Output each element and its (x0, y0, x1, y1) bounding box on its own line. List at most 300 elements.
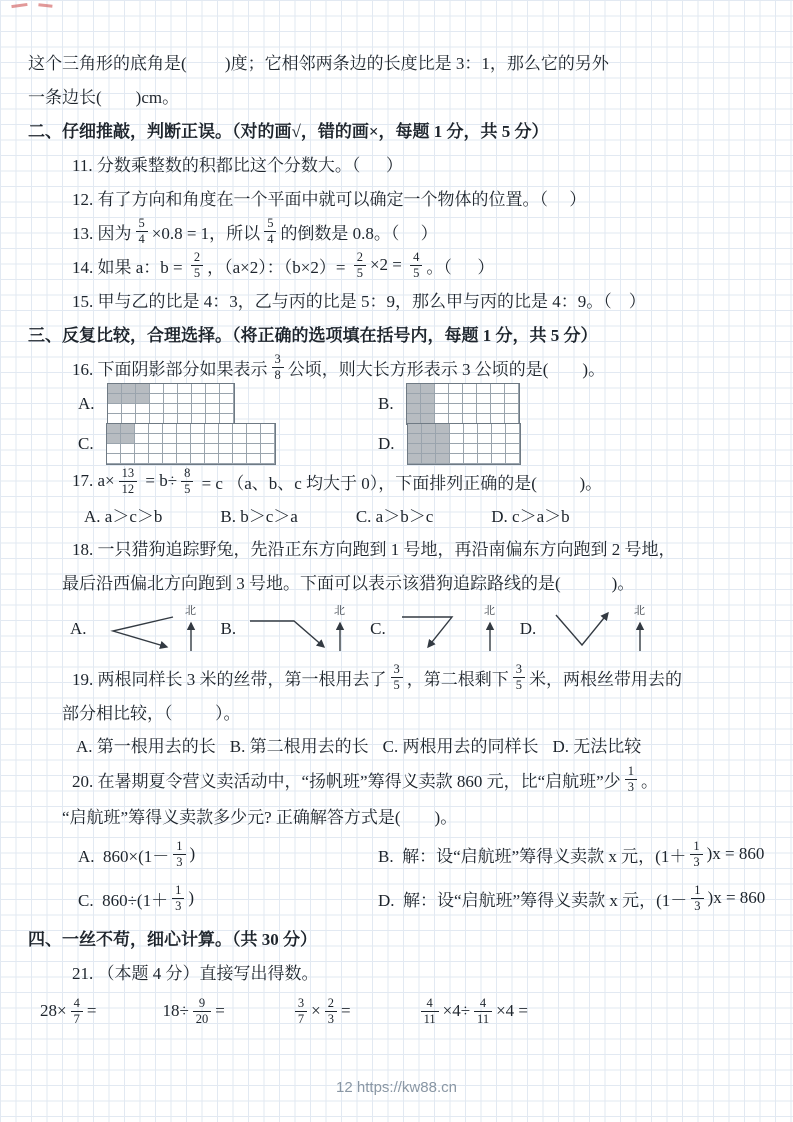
grid-cell (163, 454, 177, 464)
grid-cell (505, 384, 519, 394)
text-run: ×4÷ (442, 1001, 471, 1020)
grid-cell (450, 444, 464, 454)
grid-cell (206, 384, 220, 394)
question-15 (72, 282, 793, 316)
route-diagram-a (93, 601, 205, 657)
fraction (119, 466, 138, 497)
text-run: 16. 下面阴影部分如果表示 (72, 359, 268, 379)
text-run: ，（a×2）：（b×2）= (207, 257, 350, 277)
option-label-d: D. (378, 434, 395, 453)
grid-cell (247, 424, 261, 434)
text-run: = c （a、b、c 均大于 0），下面排列正确的是( )。 (197, 473, 603, 493)
text-run: 部分相比较，（ ）。 (62, 703, 241, 723)
grid-cell (421, 384, 435, 394)
text-run: 公顷，则大长方形表示 3 公顷的是( )。 (287, 359, 606, 379)
grid-cell (491, 404, 505, 414)
question-17 (72, 464, 793, 498)
grid-cell (191, 424, 205, 434)
grid-cell (206, 394, 220, 404)
grid-cell (477, 394, 491, 404)
grid-cell (478, 454, 492, 464)
text-run: ) (188, 888, 195, 907)
fraction-denominator: 7 (73, 1011, 80, 1026)
grid-cell (150, 394, 164, 404)
north-label: 北 (334, 605, 346, 617)
fraction-numerator: 4 (71, 996, 83, 1012)
grid-cell (261, 434, 275, 444)
fraction-numerator: 3 (272, 352, 284, 368)
text-run: 18. 一只猎狗追踪野兔，先沿正东方向跑到 1 号地，再沿南偏东方向跑到 2 号地， (72, 539, 676, 559)
grid-cell (220, 384, 234, 394)
grid-cell (463, 404, 477, 414)
question-17-options (84, 498, 793, 530)
grid-cell (261, 454, 275, 464)
text-run: 11. 分数乘整数的积都比这个分数大。（ ） (72, 155, 403, 175)
grid-cell (449, 384, 463, 394)
text-run: C. 860÷(1＋ (78, 890, 169, 910)
grid-cell (435, 404, 449, 414)
fraction-denominator: 3 (175, 898, 182, 913)
fraction-denominator: 4 (138, 231, 145, 246)
grid-cell (177, 434, 191, 444)
text-run: = (86, 1001, 97, 1020)
fraction-denominator: 11 (423, 1011, 436, 1026)
grid-cell (407, 394, 421, 404)
grid-cell (107, 424, 121, 434)
grid-cell (247, 454, 261, 464)
grid-cell (261, 444, 275, 454)
q19-option-d: D. 无法比较 (552, 736, 642, 756)
text-run: “启航班”筹得义卖款多少元? 正确解答方式是( )。 (62, 807, 458, 827)
q16-option-d (378, 423, 678, 465)
grid-cell (150, 384, 164, 394)
fraction-denominator: 3 (627, 779, 634, 794)
fraction-denominator: 5 (193, 265, 201, 280)
option-label-d: D. (519, 619, 537, 638)
text-run: 12. 有了方向和角度在一个平面中就可以确定一个物体的位置。（ ） (72, 189, 587, 209)
text-run: 这个三角形的底角是( )度；它相邻两条边的长度比是 3：1，那么它的另外 (28, 53, 609, 73)
grid-cell (477, 384, 491, 394)
text-run: 米，两根丝带用去的 (529, 669, 682, 689)
fraction-numerator: 13 (119, 466, 138, 482)
grid-cell (408, 444, 422, 454)
grid-cell (233, 454, 247, 464)
option-label-c: C. (370, 619, 386, 638)
text-run: )x = 860 (706, 844, 765, 863)
grid-cell (464, 424, 478, 434)
question-20-line2 (62, 798, 793, 832)
text-run: 最后沿西偏北方向跑到 3 号地。下面可以表示该猎狗追踪路线的是( )。 (62, 573, 635, 593)
grid-cell (121, 454, 135, 464)
fraction-numerator: 4 (421, 996, 439, 1012)
question-20-line1 (72, 760, 793, 798)
q19-option-b: B. 第二根用去的长 (229, 736, 369, 756)
grid-cell (449, 404, 463, 414)
fraction-denominator: 3 (693, 854, 700, 869)
option-label-b: B. (378, 394, 394, 413)
grid-cell (136, 394, 150, 404)
text-run: ×0.8 = 1，所以 (151, 223, 261, 243)
question-13 (72, 214, 793, 248)
fraction-denominator: 5 (184, 481, 191, 496)
grid-cell (450, 454, 464, 464)
grid-cell (149, 454, 163, 464)
fraction-numerator: 3 (513, 662, 525, 678)
grid-cell (450, 424, 464, 434)
q20-option-b (378, 839, 764, 870)
text-run: 的倒数是 0.8。（ ） (280, 223, 438, 243)
grid-cell (177, 444, 191, 454)
text-run: ×2 = (369, 255, 407, 274)
grid-cell (135, 434, 149, 444)
question-18-options (70, 598, 793, 660)
question-12 (72, 180, 793, 214)
question-16-options-row-1 (78, 384, 793, 424)
grid-cell (178, 384, 192, 394)
fraction (191, 250, 203, 281)
text-run: 二、仔细推敲，判断正误。（对的画√，错的画×，每题 1 分，共 5 分） (28, 121, 549, 141)
grid-cell (422, 424, 436, 434)
fraction-denominator: 5 (413, 265, 420, 280)
fraction (295, 996, 307, 1027)
grid-cell (122, 384, 136, 394)
q17-option-d: D. c＞a＞b (491, 506, 570, 526)
fraction (71, 996, 83, 1027)
fraction-denominator: 5 (515, 677, 522, 692)
section-3-title (28, 316, 793, 350)
fraction (691, 883, 703, 914)
text-run: 一条边长( )cm。 (28, 87, 180, 107)
text-run: 13. 因为 (72, 223, 132, 243)
fraction (136, 216, 148, 247)
q17-option-c: C. a＞b＞c (355, 506, 434, 526)
grid-cell (135, 444, 149, 454)
q19-option-a: A. 第一根用去的长 (76, 736, 216, 756)
question-20-options-row-1 (78, 832, 793, 876)
grid-cell (177, 454, 191, 464)
grid-cell (219, 444, 233, 454)
text-run: = (215, 1001, 225, 1020)
fraction-denominator: 20 (195, 1011, 209, 1026)
text-run: 14. 如果 a：b = (72, 257, 187, 277)
grid-cell (107, 454, 121, 464)
fraction (513, 662, 525, 693)
grid-cell (107, 434, 121, 444)
q18-option-a (70, 601, 205, 657)
fraction (172, 883, 184, 914)
fraction-denominator: 3 (176, 854, 183, 869)
grid-cell (436, 454, 450, 464)
grid-cell (464, 444, 478, 454)
grid-cell (163, 424, 177, 434)
grid-cell (449, 394, 463, 404)
q21-expression-2 (162, 996, 224, 1027)
q20-option-d (378, 883, 765, 914)
grid-cell (205, 424, 219, 434)
grid-cell (163, 444, 177, 454)
question-21 (72, 954, 793, 988)
grid-cell (436, 424, 450, 434)
shaded-grid-b (406, 383, 520, 425)
grid-cell (505, 404, 519, 414)
grid-cell (164, 394, 178, 404)
grid-cell (492, 434, 506, 444)
north-label: 北 (634, 605, 646, 617)
grid-cell (477, 404, 491, 414)
grid-cell (136, 404, 150, 414)
text-run: 。 (640, 771, 658, 791)
grid-cell (450, 434, 464, 444)
grid-cell (178, 404, 192, 414)
text-run: B. 解：设“启航班”筹得义卖款 x 元，(1＋ (378, 846, 687, 866)
text-run: )x = 860 (707, 888, 766, 907)
text-run: 17. a× (72, 471, 115, 490)
grid-cell (478, 434, 492, 444)
fraction-numerator: 1 (173, 839, 185, 855)
grid-cell (205, 434, 219, 444)
grid-cell (149, 444, 163, 454)
grid-cell (177, 424, 191, 434)
fraction-denominator: 3 (327, 1011, 334, 1026)
grid-cell (408, 434, 422, 444)
grid-cell (435, 394, 449, 404)
grid-cell (463, 384, 477, 394)
question-10-continuation-line2 (28, 78, 793, 112)
grid-cell (506, 434, 520, 444)
q21-expression-3 (291, 996, 351, 1027)
fraction (325, 996, 337, 1027)
route-diagram-b (242, 601, 354, 657)
q16-option-c (78, 423, 378, 465)
fraction-numerator: 3 (295, 996, 307, 1012)
grid-cell (436, 434, 450, 444)
fraction (625, 764, 637, 795)
north-label: 北 (483, 605, 495, 617)
fraction-numerator: 2 (325, 996, 337, 1012)
question-14 (72, 248, 793, 282)
grid-cell (150, 404, 164, 414)
q17-option-b: B. b＞c＞a (220, 506, 298, 526)
fraction-numerator: 4 (474, 996, 492, 1012)
grid-cell (261, 424, 275, 434)
grid-cell (435, 384, 449, 394)
q18-option-b (221, 601, 355, 657)
grid-cell (408, 454, 422, 464)
fraction-denominator: 7 (297, 1011, 305, 1026)
grid-cell (463, 394, 477, 404)
fraction (474, 996, 492, 1027)
option-label-a: A. (70, 619, 87, 638)
text-run: ) (189, 844, 196, 863)
fraction-numerator: 2 (191, 250, 203, 266)
text-run: 三、反复比较，合理选择。（将正确的选项填在括号内，每题 1 分，共 5 分） (28, 325, 598, 345)
q21-expression-4 (417, 996, 528, 1027)
fraction-numerator: 3 (391, 662, 403, 678)
grid-cell (219, 454, 233, 464)
grid-cell (136, 384, 150, 394)
grid-cell (233, 424, 247, 434)
route-diagram-d (542, 601, 654, 657)
q18-option-d (520, 601, 655, 657)
grid-cell (164, 404, 178, 414)
shaded-grid-a (107, 383, 235, 425)
grid-cell (491, 384, 505, 394)
grid-cell (107, 444, 121, 454)
q21-expression-1 (40, 996, 96, 1027)
grid-cell (407, 384, 421, 394)
grid-cell (178, 394, 192, 404)
fraction-numerator: 8 (181, 466, 193, 482)
grid-cell (108, 384, 122, 394)
grid-cell (121, 434, 135, 444)
fraction-denominator: 11 (477, 1011, 490, 1026)
grid-cell (135, 424, 149, 434)
grid-cell (219, 434, 233, 444)
grid-cell (220, 404, 234, 414)
q17-option-a: A. a＞c＞b (84, 506, 163, 526)
text-run: 18÷ (162, 1001, 189, 1020)
grid-cell (492, 444, 506, 454)
page-footer-watermark: 12 https://kw88.cn (336, 1079, 457, 1096)
text-run: 28× (40, 1001, 67, 1020)
grid-cell (192, 404, 206, 414)
question-19-options (76, 728, 793, 760)
grid-cell (205, 444, 219, 454)
question-19-line1 (72, 660, 793, 694)
section-2-title (28, 112, 793, 146)
text-run: D. 解：设“启航班”筹得义卖款 x 元，(1－ (378, 890, 688, 910)
fraction-numerator: 1 (625, 764, 637, 780)
fraction (391, 662, 403, 693)
question-21-expressions (40, 988, 793, 1034)
grid-cell (491, 394, 505, 404)
shaded-grid-d (407, 423, 521, 465)
text-run: 。（ ） (426, 257, 495, 277)
grid-cell (122, 404, 136, 414)
option-label-b: B. (220, 619, 237, 638)
fraction-denominator: 5 (356, 265, 363, 280)
grid-cell (422, 444, 436, 454)
grid-cell (506, 454, 520, 464)
grid-cell (108, 404, 122, 414)
grid-cell (122, 394, 136, 404)
text-run: 四、一丝不苟，细心计算。（共 30 分） (28, 929, 317, 949)
q20-option-c (78, 883, 378, 914)
grid-cell (478, 424, 492, 434)
fraction-numerator: 1 (691, 883, 703, 899)
grid-cell (233, 434, 247, 444)
text-run: 15. 甲与乙的比是 4：3，乙与丙的比是 5：9，那么甲与丙的比是 4：9。（ ） (72, 291, 646, 311)
grid-cell (149, 424, 163, 434)
grid-cell (205, 454, 219, 464)
grid-cell (219, 424, 233, 434)
grid-cell (108, 394, 122, 404)
fraction-denominator: 4 (267, 231, 274, 246)
grid-cell (478, 444, 492, 454)
grid-cell (206, 404, 220, 414)
fraction-numerator: 2 (354, 250, 366, 266)
grid-cell (191, 434, 205, 444)
grid-cell (464, 434, 478, 444)
grid-cell (422, 454, 436, 464)
grid-cell (506, 444, 520, 454)
grid-cell (247, 444, 261, 454)
grid-cell (492, 424, 506, 434)
fraction-denominator: 3 (694, 898, 701, 913)
q18-option-c (370, 601, 504, 657)
option-label-a: A. (78, 394, 95, 413)
grid-cell (233, 444, 247, 454)
grid-cell (436, 444, 450, 454)
grid-cell (192, 384, 206, 394)
grid-cell (422, 434, 436, 444)
question-16 (72, 350, 793, 384)
fraction-numerator: 5 (136, 216, 148, 232)
fraction-denominator: 5 (393, 677, 400, 692)
text-run: = b÷ (141, 471, 178, 490)
question-19-line2 (62, 694, 793, 728)
fraction (354, 250, 366, 281)
fraction (272, 352, 284, 383)
grid-cell (421, 404, 435, 414)
fraction-numerator: 4 (410, 250, 422, 266)
fraction (173, 839, 185, 870)
q20-option-a (78, 839, 378, 870)
section-4-title (28, 920, 793, 954)
grid-cell (247, 434, 261, 444)
question-11 (72, 146, 793, 180)
q16-option-a (78, 383, 378, 425)
fraction (193, 996, 212, 1027)
question-16-options-row-2 (78, 424, 793, 464)
fraction-numerator: 1 (690, 839, 702, 855)
option-label-c: C. (78, 434, 94, 453)
grid-cell (506, 424, 520, 434)
text-run: A. 860×(1－ (78, 846, 170, 866)
grid-cell (408, 424, 422, 434)
text-run: 19. 两根同样长 3 米的丝带，第一根用去了 (72, 669, 387, 689)
question-10-continuation-line1 (28, 44, 793, 78)
grid-cell (492, 454, 506, 464)
grid-cell (135, 454, 149, 464)
fraction-numerator: 5 (264, 216, 276, 232)
route-diagram-c (392, 601, 504, 657)
text-run: 21. （本题 4 分）直接写出得数。 (72, 963, 319, 983)
q16-option-b (378, 383, 678, 425)
text-run: = (340, 1001, 351, 1020)
grid-cell (220, 394, 234, 404)
grid-cell (164, 384, 178, 394)
fraction-numerator: 1 (172, 883, 184, 899)
question-20-options-row-2 (78, 876, 793, 920)
grid-cell (505, 394, 519, 404)
grid-cell (163, 434, 177, 444)
grid-cell (407, 404, 421, 414)
grid-cell (191, 444, 205, 454)
grid-cell (191, 454, 205, 464)
grid-cell (149, 434, 163, 444)
fraction-denominator: 12 (121, 481, 135, 496)
fraction-numerator: 9 (193, 996, 212, 1012)
fraction (181, 466, 193, 497)
text-run: 20. 在暑期夏令营义卖活动中，“扬帆班”筹得义卖款 860 元，比“启航班”少 (72, 771, 621, 791)
fraction (264, 216, 276, 247)
north-label: 北 (184, 605, 196, 617)
text-run: ，第二根剩下 (406, 669, 509, 689)
fraction (421, 996, 439, 1027)
fraction (410, 250, 422, 281)
text-run: × (311, 1001, 321, 1020)
